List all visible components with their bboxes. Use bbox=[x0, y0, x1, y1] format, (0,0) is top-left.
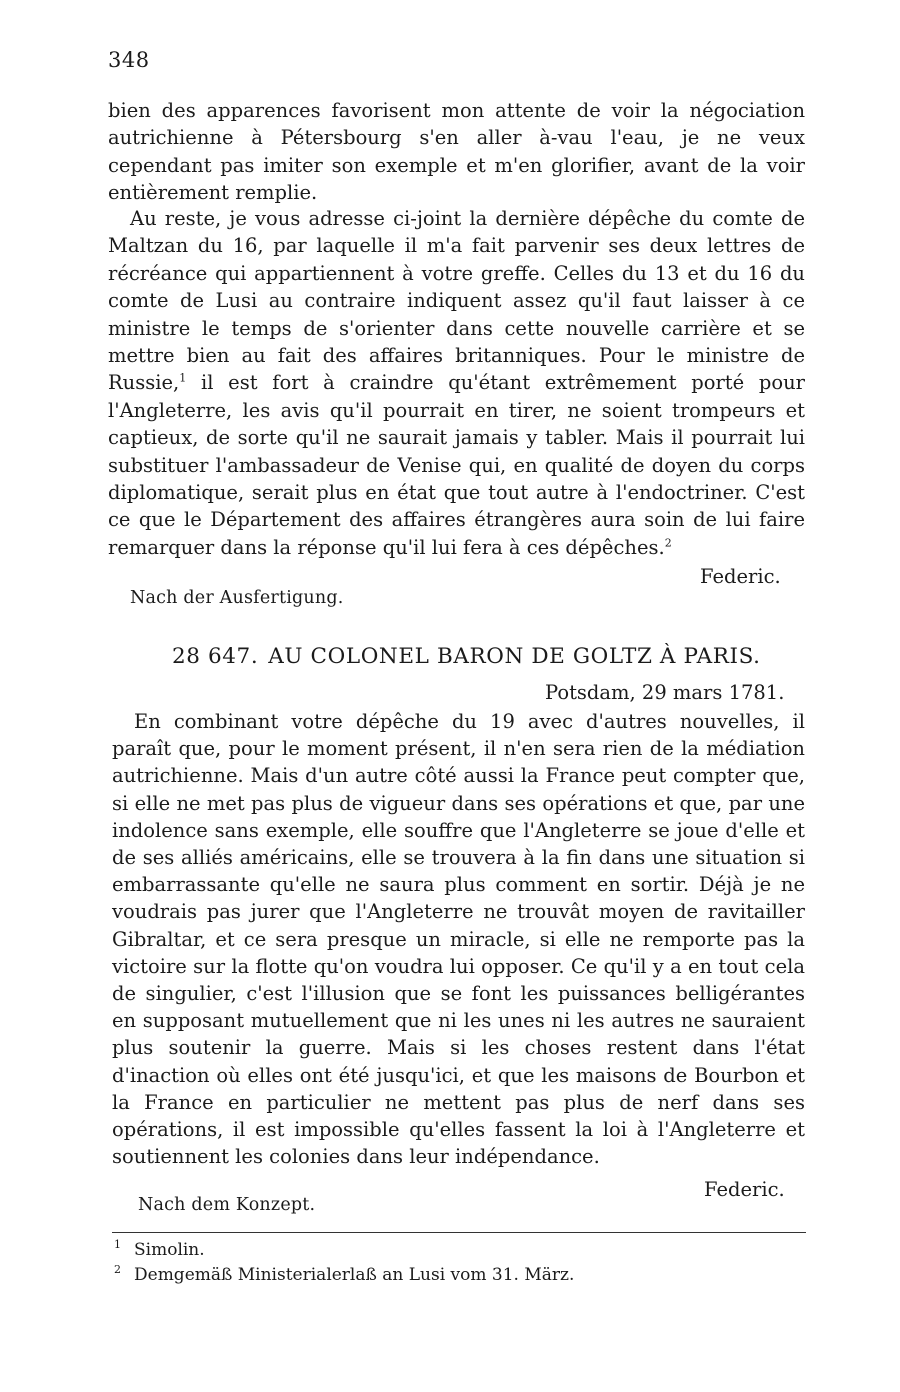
letter1-paragraph1: bien des apparences favorisent mon attente de voir la négociation autrichienne à Pétersbourg s'en aller à-vau l'eau, je ne veux cependant pas imiter son exemple et m'en glorifier, avant de la voir entièrement remplie. bbox=[108, 99, 805, 205]
letter1-source-note: Nach der Ausfertigung. bbox=[130, 588, 344, 608]
footnote-2-text: Demgemäß Ministerialerlaß an Lusi vom 31. März. bbox=[134, 1265, 575, 1285]
letter2-dateline: Potsdam, 29 mars 1781. bbox=[545, 681, 785, 704]
letter1-paragraph2-part2: il est fort à craindre qu'étant extrêmement porté pour l'Angleterre, les avis qu'il pourrait en tirer, ne soient trompeurs et captieux, de sorte qu'il ne saurait jamais y tabler. Mais il pourrait lui substituer l'ambassadeur de Venise qui, en qualité de doyen du corps diplomatique, serait plus en état que tout autre à l'endoctriner. C'est ce que le Département des affaires étrangères aura soin de lui faire remarquer dans la réponse qu'il lui fera à ces dépêches. bbox=[108, 371, 805, 559]
footnote-1-text: Simolin. bbox=[134, 1240, 205, 1260]
letter2-source-note: Nach dem Konzept. bbox=[138, 1195, 316, 1215]
footnote-ref-1: 1 bbox=[179, 371, 187, 385]
letter2-paragraph1: En combinant votre dépêche du 19 avec d'autres nouvelles, il paraît que, pour le moment présent, il n'en sera rien de la médiation autrichienne. Mais d'un autre côté aussi la France peut compter que, si elle ne met pas plus de vigueur dans ses opérations et que, par une indolence sans exemple, elle souffre que l'Angleterre se joue d'elle et de ses alliés américains, elle se trouvera à la fin dans une situation si embarrassante qu'elle ne saura plus comment en sortir. Déjà je ne voudrais pas jurer que l'Angleterre ne trouvât moyen de ravitailler Gibraltar, et ce sera presque un miracle, si elle ne remporte pas la victoire sur la flotte qu'on voudra lui opposer. Ce qu'il y a en tout cela de singulier, c'est l'illusion que se font les puissances belligérantes en supposant mutuellement que ni les unes ni les autres ne sauraient plus soutenir la guerre. Mais si les choses restent dans l'état d'inaction où elles ont été jusqu'ici, et que les maisons de Bourbon et la France en particulier ne mettent pas plus de nerf dans ses opérations, il est impossible qu'elles fassent la loi à l'Angleterre et soutiennent les colonies dans leur indépendance. bbox=[112, 710, 805, 1169]
footnote-2: 2 Demgemäß Ministerialerlaß an Lusi vom 31. März. bbox=[114, 1263, 575, 1285]
letter1-signature: Federic. bbox=[700, 565, 781, 588]
footnote-1: 1 Simolin. bbox=[114, 1238, 205, 1260]
letter2-signature: Federic. bbox=[704, 1178, 785, 1201]
footnote-ref-2: 2 bbox=[664, 536, 672, 550]
footnote-divider bbox=[112, 1232, 806, 1233]
letter2-number: 28 647. bbox=[172, 644, 259, 669]
letter2-heading bbox=[172, 644, 761, 669]
letter1-paragraph2-part1: Au reste, je vous adresse ci-joint la dernière dépêche du comte de Maltzan du 16, par laquelle il m'a fait parvenir ses deux lettres de récréance qui appartiennent à votre greffe. Celles du 13 et du 16 du comte de Lusi au contraire indiquent assez qu'il faut laisser à ce ministre le temps de s'orienter dans cette nouvelle carrière et se mettre bien au fait des affaires britanniques. Pour le ministre de Russie, bbox=[108, 207, 805, 395]
letter1-paragraph2 bbox=[108, 205, 805, 561]
page-number: 348 bbox=[108, 48, 150, 72]
letter2-title: AU COLONEL BARON DE GOLTZ À PARIS. bbox=[268, 644, 761, 669]
